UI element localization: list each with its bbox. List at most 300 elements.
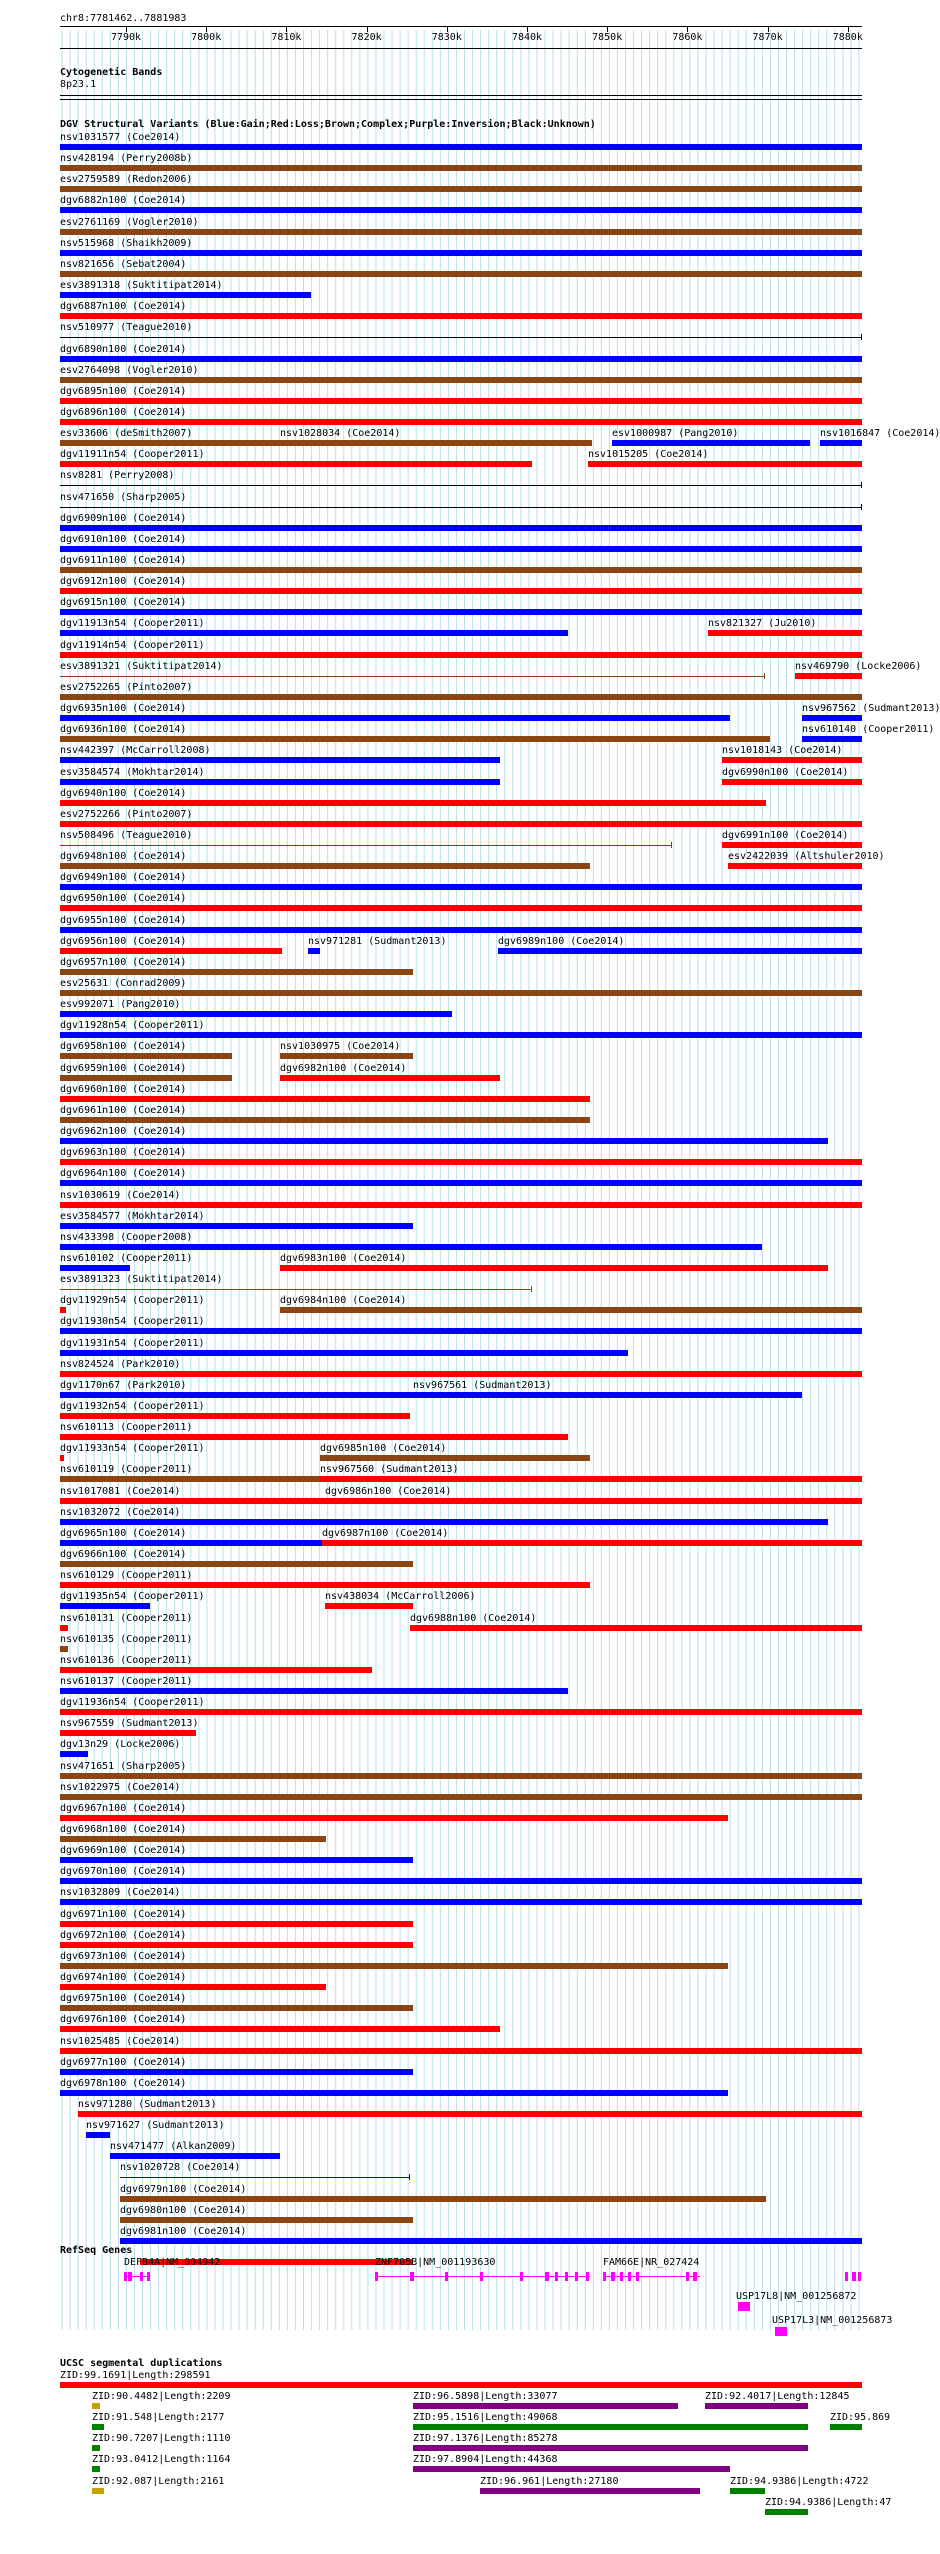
sv-bar[interactable] <box>60 1625 68 1631</box>
sv-bar[interactable] <box>60 927 862 933</box>
sv-label: nsv1015205 (Coe2014) <box>588 449 709 461</box>
sv-bar[interactable] <box>60 1519 828 1525</box>
sv-label: esv25631 (Conrad2009) <box>60 978 187 989</box>
sv-label: nsv433398 (Cooper2008) <box>60 1231 193 1243</box>
sv-label: nsv428194 (Perry2008b) <box>60 153 193 165</box>
sv-label: esv3584577 (Mokhtar2014) <box>60 1210 205 1222</box>
gene-label: ZNF705B|NM_001193630 <box>375 2257 496 2268</box>
sv-bar[interactable] <box>60 948 282 954</box>
sv-label: dgv6991n100 (Coe2014) <box>722 829 849 841</box>
sv-bar[interactable] <box>60 1096 590 1102</box>
sv-bar[interactable] <box>60 1963 728 1969</box>
sv-label: nsv971280 (Sudmant2013) <box>78 2098 217 2110</box>
gene-exon[interactable] <box>128 2272 132 2281</box>
sv-label: dgv6960n100 (Coe2014) <box>60 1083 187 1095</box>
sv-label: dgv6896n100 (Coe2014) <box>60 406 187 418</box>
sv-bar[interactable] <box>280 440 592 446</box>
sv-label: nsv1031577 (Coe2014) <box>60 132 181 143</box>
sv-label: dgv6989n100 (Coe2014) <box>498 935 625 947</box>
sv-label: dgv6964n100 (Coe2014) <box>60 1168 187 1180</box>
sv-label: dgv6978n100 (Coe2014) <box>60 2077 187 2089</box>
sv-bar[interactable] <box>802 736 862 742</box>
sv-bar[interactable] <box>708 630 862 636</box>
sv-label: nsv967561 (Sudmant2013) <box>413 1379 552 1391</box>
segdup-bar[interactable] <box>92 2445 100 2451</box>
gene-exon[interactable] <box>845 2272 848 2281</box>
segdup-label: ZID:94.9386|Length:4722 <box>730 2475 869 2487</box>
sv-line-end[interactable] <box>861 334 862 340</box>
ruler-tick-label: 7840k <box>511 32 543 43</box>
sv-bar[interactable] <box>60 144 862 150</box>
segdup-label: ZID:97.8904|Length:44368 <box>413 2454 558 2466</box>
sv-bar[interactable] <box>60 1815 728 1821</box>
gene-exon[interactable] <box>565 2272 568 2281</box>
sv-bar[interactable] <box>60 186 862 192</box>
sv-bar[interactable] <box>120 2238 862 2244</box>
gene-exon[interactable] <box>140 2272 143 2281</box>
sv-bar[interactable] <box>60 1688 568 1694</box>
sv-label: esv2422039 (Altshuler2010) <box>728 851 885 863</box>
sv-bar[interactable] <box>60 1032 862 1038</box>
sv-label: nsv1018143 (Coe2014) <box>722 745 843 757</box>
sv-bar[interactable] <box>820 440 862 446</box>
segdup-bar[interactable] <box>413 2403 678 2409</box>
sv-label: dgv6963n100 (Coe2014) <box>60 1147 187 1159</box>
sv-label: nsv610129 (Cooper2011) <box>60 1570 193 1582</box>
sv-bar[interactable] <box>60 2069 413 2075</box>
sv-bar[interactable] <box>320 1455 590 1461</box>
gene-exon[interactable] <box>686 2272 689 2281</box>
sv-label: nsv610119 (Cooper2011) <box>60 1464 193 1476</box>
sv-bar[interactable] <box>308 948 320 954</box>
sv-label: nsv1032809 (Coe2014) <box>60 1887 181 1899</box>
sv-label: nsv610135 (Cooper2011) <box>60 1633 193 1645</box>
sv-bar[interactable] <box>60 1646 68 1652</box>
sv-label: dgv6935n100 (Coe2014) <box>60 703 187 715</box>
segdup-label: ZID:94.9386|Length:47 <box>765 2496 892 2508</box>
sv-label: dgv13n29 (Locke2006) <box>60 1739 181 1751</box>
sv-line[interactable] <box>60 845 672 846</box>
sv-bar[interactable] <box>280 1265 828 1271</box>
ruler-tick-label: 7830k <box>431 32 462 43</box>
sv-bar[interactable] <box>60 757 500 763</box>
sv-label: esv3891321 (Suktitipat2014) <box>60 660 223 672</box>
segdup-bar[interactable] <box>765 2509 808 2515</box>
sv-label: dgv6962n100 (Coe2014) <box>60 1126 187 1138</box>
sv-label: esv33606 (deSmith2007) <box>60 428 193 440</box>
segdup-label: ZID:95.869 <box>830 2412 891 2424</box>
sv-bar[interactable] <box>60 1328 862 1334</box>
sv-bar[interactable] <box>728 863 862 869</box>
sv-label: nsv610140 (Cooper2011) <box>802 724 935 736</box>
sv-label: dgv6882n100 (Coe2014) <box>60 195 187 207</box>
sv-label: dgv6966n100 (Coe2014) <box>60 1549 187 1561</box>
sv-bar[interactable] <box>60 1350 628 1356</box>
gene-exon[interactable] <box>636 2272 639 2281</box>
sv-bar[interactable] <box>410 1625 862 1631</box>
ruler-tick-label: 7810k <box>271 32 302 43</box>
sv-bar[interactable] <box>280 1075 500 1081</box>
sv-label: nsv610113 (Cooper2011) <box>60 1422 193 1434</box>
sv-label: nsv1030619 (Coe2014) <box>60 1189 181 1201</box>
segdup-bar[interactable] <box>413 2445 808 2451</box>
sv-bar[interactable] <box>60 1138 828 1144</box>
sv-bar[interactable] <box>322 1540 862 1546</box>
sv-bar[interactable] <box>60 905 862 911</box>
ruler-tick-label: 7860k <box>672 32 703 43</box>
sv-label: dgv11930n54 (Cooper2011) <box>60 1316 205 1328</box>
sv-label: nsv8281 (Perry2008) <box>60 470 175 482</box>
sv-line-end[interactable] <box>531 1286 532 1292</box>
sv-bar[interactable] <box>60 2005 413 2011</box>
sv-bar[interactable] <box>60 1011 452 1017</box>
sv-label: dgv6968n100 (Coe2014) <box>60 1824 187 1835</box>
sv-label: dgv1170n67 (Park2010) <box>60 1379 187 1391</box>
sv-label: nsv610137 (Cooper2011) <box>60 1675 193 1687</box>
sv-label: nsv1025485 (Coe2014) <box>60 2035 181 2047</box>
sv-bar[interactable] <box>60 1223 413 1229</box>
sv-bar[interactable] <box>325 1603 413 1609</box>
sv-bar[interactable] <box>60 2090 728 2096</box>
gene-exon[interactable] <box>445 2272 448 2281</box>
ruler-axis <box>60 26 862 27</box>
sv-bar[interactable] <box>60 1751 88 1757</box>
sv-label: nsv471651 (Sharp2005) <box>60 1760 187 1772</box>
gene-exon[interactable] <box>520 2272 523 2281</box>
sv-bar[interactable] <box>110 2153 280 2159</box>
sv-label: esv2759589 (Redon2006) <box>60 174 193 186</box>
segdup-label: ZID:96.5898|Length:33077 <box>413 2391 558 2403</box>
sv-bar[interactable] <box>60 546 862 552</box>
sv-bar[interactable] <box>60 419 862 425</box>
sv-bar[interactable] <box>60 1899 862 1905</box>
sv-bar[interactable] <box>60 863 590 869</box>
gene-exon[interactable] <box>586 2272 589 2281</box>
sv-line[interactable] <box>60 337 862 338</box>
sv-bar[interactable] <box>60 461 532 467</box>
gene-label: DEFB4A|NM_004942 <box>124 2257 221 2268</box>
segdup-bar[interactable] <box>830 2424 862 2430</box>
gene-exon[interactable] <box>575 2272 578 2281</box>
sv-label: esv992071 (Pang2010) <box>60 999 181 1011</box>
sv-label: dgv11931n54 (Cooper2011) <box>60 1337 205 1349</box>
gene-exon[interactable] <box>375 2272 378 2281</box>
sv-label: nsv967562 (Sudmant2013) <box>802 703 940 715</box>
sv-label: nsv1020728 (Coe2014) <box>120 2162 241 2174</box>
sv-line-end[interactable] <box>764 673 765 679</box>
sv-bar[interactable] <box>60 1117 590 1123</box>
sv-label: dgv6987n100 (Coe2014) <box>322 1527 449 1539</box>
sv-bar[interactable] <box>498 948 862 954</box>
sv-bar[interactable] <box>60 779 500 785</box>
sv-label: dgv11935n54 (Cooper2011) <box>60 1591 205 1603</box>
sv-bar[interactable] <box>722 779 862 785</box>
sv-bar[interactable] <box>413 1392 802 1398</box>
sv-label: dgv6976n100 (Coe2014) <box>60 2014 187 2026</box>
sv-bar[interactable] <box>78 2111 862 2117</box>
sv-bar[interactable] <box>60 356 862 362</box>
sv-label: dgv11928n54 (Cooper2011) <box>60 1020 205 1032</box>
sv-label: dgv11936n54 (Cooper2011) <box>60 1697 205 1709</box>
sv-label: dgv6956n100 (Coe2014) <box>60 935 187 947</box>
segdup-bar[interactable] <box>92 2466 100 2472</box>
ruler-tick-label: 7850k <box>592 32 623 43</box>
sv-bar[interactable] <box>120 2196 766 2202</box>
sv-label: nsv442397 (McCarroll2008) <box>60 745 211 757</box>
sv-bar[interactable] <box>60 1476 320 1482</box>
sv-bar[interactable] <box>795 673 862 679</box>
gene-exon[interactable] <box>852 2272 856 2281</box>
sv-line-end[interactable] <box>861 504 862 510</box>
sv-label: esv3891318 (Suktitipat2014) <box>60 280 223 292</box>
sv-line[interactable] <box>60 1289 532 1290</box>
sv-bar[interactable] <box>60 694 862 700</box>
sv-bar[interactable] <box>60 1857 413 1863</box>
sv-bar[interactable] <box>60 652 862 658</box>
sv-bar[interactable] <box>60 377 862 383</box>
gene-exon[interactable] <box>628 2272 631 2281</box>
gene-exon[interactable] <box>147 2272 150 2281</box>
sv-bar[interactable] <box>612 440 810 446</box>
sv-bar[interactable] <box>60 1202 862 1208</box>
ruler-tick-label: 7820k <box>351 32 382 43</box>
sv-bar[interactable] <box>60 1603 150 1609</box>
segdup-bar[interactable] <box>92 2488 104 2494</box>
segdup-bar[interactable] <box>413 2466 730 2472</box>
sv-bar[interactable] <box>60 2026 500 2032</box>
sv-bar[interactable] <box>325 1498 862 1504</box>
sv-bar[interactable] <box>60 588 862 594</box>
segdup-bar[interactable] <box>92 2424 104 2430</box>
sv-bar[interactable] <box>60 1942 413 1948</box>
sv-bar[interactable] <box>60 207 862 213</box>
sv-bar[interactable] <box>60 271 862 277</box>
sv-bar[interactable] <box>60 1455 64 1461</box>
sv-bar[interactable] <box>60 736 770 742</box>
sv-bar[interactable] <box>60 821 862 827</box>
sv-label: dgv6988n100 (Coe2014) <box>410 1612 537 1624</box>
sv-label: dgv6977n100 (Coe2014) <box>60 2056 187 2068</box>
gene-label: USP17L3|NM_001256873 <box>772 2315 893 2326</box>
gene-exon[interactable] <box>611 2272 615 2281</box>
sv-bar[interactable] <box>320 1476 862 1482</box>
sv-label: dgv6936n100 (Coe2014) <box>60 724 187 736</box>
sv-label: nsv610136 (Cooper2011) <box>60 1654 193 1666</box>
sv-label: nsv471650 (Sharp2005) <box>60 491 187 503</box>
sv-label: dgv6887n100 (Coe2014) <box>60 301 187 313</box>
sv-bar[interactable] <box>86 2132 110 2138</box>
sv-label: dgv6990n100 (Coe2014) <box>722 766 849 778</box>
sv-label: dgv6967n100 (Coe2014) <box>60 1802 187 1814</box>
cytoband-line <box>60 95 862 96</box>
sv-label: nsv1022975 (Coe2014) <box>60 1781 181 1793</box>
sv-label: esv2761169 (Vogler2010) <box>60 216 199 228</box>
segdup-label: ZID:90.4482|Length:2209 <box>92 2391 231 2403</box>
sv-bar[interactable] <box>60 525 862 531</box>
gene-exon[interactable] <box>603 2272 606 2281</box>
segdup-bar[interactable] <box>705 2403 808 2409</box>
sv-bar[interactable] <box>120 2217 413 2223</box>
sv-bar[interactable] <box>60 1836 326 1842</box>
ruler-tick-label: 7800k <box>191 32 222 43</box>
sv-bar[interactable] <box>60 1244 762 1250</box>
sv-bar[interactable] <box>280 1307 862 1313</box>
sv-label: dgv6957n100 (Coe2014) <box>60 956 187 968</box>
sv-label: dgv11911n54 (Cooper2011) <box>60 449 205 461</box>
sv-bar[interactable] <box>60 969 413 975</box>
sv-bar[interactable] <box>60 1582 590 1588</box>
sv-bar[interactable] <box>60 1180 862 1186</box>
chromosome-position: chr8:7781462..7881983 <box>60 13 187 24</box>
gene-exon[interactable] <box>410 2272 414 2281</box>
sv-bar[interactable] <box>60 1413 410 1419</box>
sv-line[interactable] <box>60 485 862 486</box>
sv-label: esv3584574 (Mokhtar2014) <box>60 766 205 778</box>
sv-line-end[interactable] <box>671 842 672 848</box>
sv-bar[interactable] <box>60 609 862 615</box>
sv-label: dgv6911n100 (Coe2014) <box>60 555 187 566</box>
sv-bar[interactable] <box>60 165 862 171</box>
sv-label: nsv508496 (Teague2010) <box>60 829 193 841</box>
segdup-bar[interactable] <box>60 2382 862 2388</box>
sv-label: dgv6965n100 (Coe2014) <box>60 1527 187 1539</box>
sv-label: dgv6979n100 (Coe2014) <box>120 2183 247 2195</box>
ruler-separator <box>60 48 862 49</box>
sv-label: esv2752265 (Pinto2007) <box>60 681 193 693</box>
sv-line-end[interactable] <box>409 2174 410 2180</box>
sv-bar[interactable] <box>60 1434 568 1440</box>
sv-bar[interactable] <box>60 398 862 404</box>
sv-bar[interactable] <box>60 1075 232 1081</box>
sv-label: nsv967560 (Sudmant2013) <box>320 1464 459 1476</box>
sv-line[interactable] <box>60 507 862 508</box>
gene-exon[interactable] <box>693 2272 697 2281</box>
gene-exon[interactable] <box>545 2272 549 2281</box>
segdup-label: ZID:93.0412|Length:1164 <box>92 2454 231 2466</box>
sv-bar[interactable] <box>60 1371 862 1377</box>
sv-bar[interactable] <box>60 1730 196 1736</box>
sv-bar[interactable] <box>802 715 862 721</box>
sv-bar[interactable] <box>60 1984 326 1990</box>
sv-label: dgv6981n100 (Coe2014) <box>120 2225 247 2237</box>
sv-bar[interactable] <box>60 2048 862 2054</box>
sv-bar[interactable] <box>60 800 766 806</box>
gene-exon[interactable] <box>124 2272 127 2281</box>
gene-exon[interactable] <box>620 2272 623 2281</box>
sv-bar[interactable] <box>588 461 862 467</box>
cytoband-track-title: Cytogenetic Bands <box>60 67 163 78</box>
gene-label: FAM66E|NR_027424 <box>603 2257 700 2268</box>
sv-bar[interactable] <box>722 757 862 763</box>
sv-label: dgv6971n100 (Coe2014) <box>60 1908 187 1920</box>
segdup-label: ZID:92.087|Length:2161 <box>92 2475 225 2487</box>
sv-line[interactable] <box>60 676 765 677</box>
sv-label: dgv6940n100 (Coe2014) <box>60 787 187 799</box>
sv-label: dgv6961n100 (Coe2014) <box>60 1104 187 1116</box>
sv-bar[interactable] <box>60 1159 862 1165</box>
sv-label: dgv6895n100 (Coe2014) <box>60 385 187 397</box>
sv-label: dgv6985n100 (Coe2014) <box>320 1443 447 1455</box>
sv-label: dgv6974n100 (Coe2014) <box>60 1972 187 1984</box>
sv-bar[interactable] <box>60 1921 413 1927</box>
gene-usp17l3[interactable] <box>775 2327 787 2336</box>
sv-bar[interactable] <box>60 630 568 636</box>
ruler-tick-label: 7880k <box>832 32 863 43</box>
sv-label: dgv11914n54 (Cooper2011) <box>60 639 205 651</box>
gene-exon[interactable] <box>555 2272 558 2281</box>
sv-bar[interactable] <box>60 440 280 446</box>
sv-label: esv2752266 (Pinto2007) <box>60 808 193 820</box>
sv-bar[interactable] <box>722 842 862 848</box>
sv-bar[interactable] <box>60 1667 372 1673</box>
sv-bar[interactable] <box>60 1540 322 1546</box>
segdup-bar[interactable] <box>480 2488 700 2494</box>
sv-label: nsv821327 (Ju2010) <box>708 618 817 630</box>
sv-bar[interactable] <box>60 715 730 721</box>
segdup-bar[interactable] <box>413 2424 808 2430</box>
sv-label: dgv6970n100 (Coe2014) <box>60 1866 187 1878</box>
ruler-tick-label: 7790k <box>110 32 142 43</box>
sv-label: dgv6915n100 (Coe2014) <box>60 597 187 609</box>
sv-bar[interactable] <box>60 884 862 890</box>
sv-line-end[interactable] <box>861 482 862 488</box>
sv-bar[interactable] <box>60 292 311 298</box>
gene-exon[interactable] <box>480 2272 483 2281</box>
sv-label: dgv6948n100 (Coe2014) <box>60 851 187 863</box>
segdup-track-title: UCSC segmental duplications <box>60 2358 223 2369</box>
sv-label: dgv11932n54 (Cooper2011) <box>60 1401 205 1412</box>
sv-bar[interactable] <box>60 229 862 235</box>
sv-label: dgv6912n100 (Coe2014) <box>60 576 187 588</box>
sv-label: dgv11933n54 (Cooper2011) <box>60 1443 205 1455</box>
sv-bar[interactable] <box>60 1392 413 1398</box>
sv-bar[interactable] <box>60 1709 862 1715</box>
sv-bar[interactable] <box>280 1053 413 1059</box>
sv-bar[interactable] <box>60 1265 130 1271</box>
gene-exon[interactable] <box>858 2272 861 2281</box>
sv-label: nsv1017081 (Coe2014) <box>60 1485 181 1497</box>
sv-label: nsv471477 (Alkan2009) <box>110 2141 237 2153</box>
sv-bar[interactable] <box>60 1053 232 1059</box>
sv-bar[interactable] <box>60 1773 862 1779</box>
segdup-label: ZID:92.4017|Length:12845 <box>705 2391 850 2403</box>
refseq-track-title: RefSeq Genes <box>60 2245 133 2256</box>
sv-bar[interactable] <box>60 313 862 319</box>
sv-bar[interactable] <box>60 1307 66 1313</box>
sv-line[interactable] <box>120 2177 410 2178</box>
sv-label: esv2764098 (Vogler2010) <box>60 364 199 376</box>
segdup-bar[interactable] <box>730 2488 765 2494</box>
sv-bar[interactable] <box>60 1878 862 1884</box>
sv-bar[interactable] <box>60 567 862 573</box>
segdup-bar[interactable] <box>92 2403 100 2409</box>
sv-label: nsv610102 (Cooper2011) <box>60 1252 193 1264</box>
sv-label: dgv6982n100 (Coe2014) <box>280 1062 407 1074</box>
sv-bar[interactable] <box>60 1561 413 1567</box>
segdup-label: ZID:96.961|Length:27180 <box>480 2475 619 2487</box>
sv-bar[interactable] <box>60 990 862 996</box>
sv-label: nsv971627 (Sudmant2013) <box>86 2120 225 2132</box>
gene-usp17l8[interactable] <box>738 2302 750 2311</box>
sv-bar[interactable] <box>60 1794 862 1800</box>
sv-label: dgv6890n100 (Coe2014) <box>60 343 187 355</box>
segdup-label: ZID:91.548|Length:2177 <box>92 2412 225 2424</box>
sv-label: nsv515968 (Shaikh2009) <box>60 237 193 249</box>
sv-bar[interactable] <box>60 250 862 256</box>
sv-label: nsv1030975 (Coe2014) <box>280 1041 401 1053</box>
segdup-label: ZID:99.1691|Length:298591 <box>60 2370 211 2381</box>
ruler-tick-label: 7870k <box>752 32 783 43</box>
